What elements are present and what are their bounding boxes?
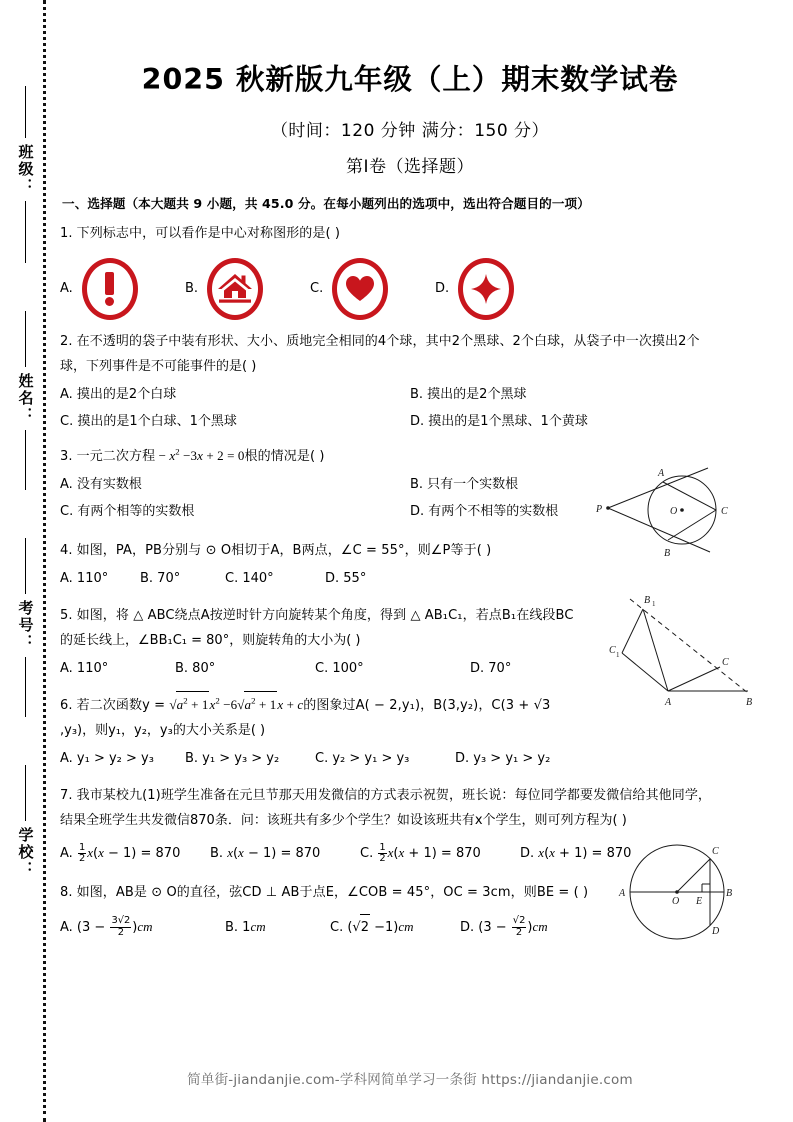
- left-margin: [0, 0, 60, 1122]
- question-2-options-row-2: [60, 409, 760, 434]
- svg-text:B: B: [644, 595, 651, 607]
- circle-tangent-figure: [590, 456, 750, 564]
- question-6-text-line2: ,y₃)，则y₁，y₂，y₃的大小关系是( ): [60, 723, 266, 739]
- margin-label-exam-no: 考号：: [16, 600, 35, 651]
- margin-field-stack: [8, 86, 42, 1046]
- svg-text:O: O: [670, 506, 678, 518]
- option-c[interactable]: C. 摸出的是1个白球、1个黑球: [60, 414, 237, 429]
- margin-field-name: [8, 311, 42, 490]
- question-4-text: 如图，PA，PB分别与 ⊙ O相切于A，B两点，∠C = 55°，则∠P等于( ): [76, 543, 492, 559]
- question-7-text-line2: 结果全班学生共发微信870条．问：该班共有多少个学生？如设该班共有x个学生，则可列方程为( ): [60, 813, 627, 829]
- option-c[interactable]: C. $\frac{1}{2}$ x(x + 1) = 870: [360, 841, 481, 864]
- question-3-text-suffix: 根的情况是( ): [244, 449, 325, 465]
- svg-text:A: A: [619, 888, 626, 900]
- question-5-text-line1: 如图，将 △ ABC绕点A按逆时针方向旋转某个角度，得到 △ AB₁C₁，若点B₁在线段BC: [76, 608, 574, 624]
- svg-text:C: C: [721, 506, 728, 518]
- option-d[interactable]: D. x(x + 1) = 870: [520, 844, 632, 861]
- house-icon: [207, 258, 263, 320]
- footer-watermark: 简单街-jiandanjie.com-学科网简单学习一条街 https://jiandanjie.com: [187, 1072, 633, 1088]
- question-5-text-line2: 的延长线上，∠BB₁C₁ = 80°，则旋转角的大小为( ): [60, 633, 361, 649]
- question-4-number: 4.: [60, 543, 73, 559]
- margin-field-school: [8, 765, 42, 884]
- question-1-text: 下列标志中，可以看作是中心对称图形的是( ): [76, 225, 341, 241]
- option-b[interactable]: B. x(x − 1) = 870: [210, 844, 321, 861]
- question-2-options-row-1: [60, 382, 760, 407]
- svg-text:A: A: [665, 697, 672, 709]
- margin-field-exam-no: [8, 538, 42, 717]
- option-c[interactable]: C. 有两个相等的实数根: [60, 504, 195, 520]
- svg-text:B: B: [746, 697, 753, 709]
- question-3-expression: − $x^2 -3x + 2 = 0$: [155, 447, 245, 464]
- question-6-stem: [60, 691, 760, 718]
- option-a[interactable]: A. 摸出的是2个白球: [60, 386, 177, 402]
- option-d-letter: D.: [435, 281, 450, 297]
- option-d[interactable]: [435, 258, 560, 320]
- question-2-text-line2: 球，下列事件是不可能事件的是( ): [60, 359, 257, 375]
- option-c[interactable]: C. y₂ > y₁ > y₃: [315, 750, 410, 766]
- question-6-text-b: 的图象过A( − 2,y₁)，B(3,y₂)，C(3 + √3: [303, 698, 551, 714]
- question-6-expression: $√a^2 + 1x^2 -6√a^2 + 1x + c$: [169, 697, 303, 712]
- margin-label-class: 班级：: [16, 144, 35, 195]
- question-7-stem: [60, 783, 760, 808]
- option-a[interactable]: A. 没有实数根: [60, 476, 142, 492]
- option-d[interactable]: D. y₃ > y₁ > y₂: [455, 750, 551, 766]
- option-a[interactable]: [60, 258, 185, 320]
- option-c[interactable]: [310, 258, 435, 320]
- option-c-letter: C.: [310, 281, 324, 297]
- question-6: [60, 691, 760, 771]
- question-2-stem: [60, 329, 760, 354]
- question-6-text-a: 若二次函数y =: [76, 698, 170, 714]
- exam-page: [60, 0, 760, 1122]
- question-2: [60, 329, 760, 434]
- option-d[interactable]: D. (3 − $\frac{√2}{2}$ )cm: [460, 915, 548, 938]
- svg-text:A: A: [658, 468, 665, 480]
- option-b[interactable]: B. 1cm: [225, 918, 266, 935]
- margin-write-line[interactable]: [25, 86, 26, 138]
- diamond-icon: [458, 258, 514, 320]
- margin-write-line[interactable]: [25, 201, 26, 263]
- svg-text:C: C: [609, 645, 616, 657]
- option-b[interactable]: B. 80°: [175, 660, 216, 676]
- section-heading: 第Ⅰ卷（选择题）: [345, 156, 474, 177]
- option-c[interactable]: C. 140°: [225, 570, 274, 586]
- option-a-letter: A.: [60, 281, 73, 297]
- question-4-options-row: [60, 566, 760, 591]
- question-2-number: 2.: [60, 333, 73, 349]
- option-d[interactable]: D. 55°: [325, 570, 367, 586]
- question-8-text: 如图，AB是 ⊙ O的直径，弦CD ⊥ AB于点E，∠COB = 45°，OC = 3cm，则BE = ( ): [76, 885, 589, 901]
- question-1: [60, 221, 760, 320]
- margin-write-line[interactable]: [25, 765, 26, 821]
- margin-write-line[interactable]: [25, 538, 26, 594]
- option-c[interactable]: C. (√2 −1)cm: [330, 914, 460, 940]
- svg-text:P: P: [596, 504, 603, 516]
- circle-chord-figure: [617, 836, 752, 948]
- svg-text:1: 1: [652, 600, 656, 609]
- margin-field-class: [8, 86, 42, 263]
- svg-text:B: B: [664, 548, 671, 560]
- margin-write-line[interactable]: [25, 430, 26, 490]
- option-a[interactable]: A. (3 − $\frac{3√2}{2}$ )cm: [60, 915, 153, 938]
- option-a[interactable]: A. $\frac{1}{2}$ x(x − 1) = 870: [60, 841, 181, 864]
- question-3-text-prefix: 一元二次方程: [76, 449, 156, 465]
- svg-text:O: O: [672, 896, 680, 908]
- svg-text:E: E: [696, 896, 703, 908]
- option-b[interactable]: B. 摸出的是2个黑球: [410, 386, 527, 402]
- option-b[interactable]: B. 70°: [140, 570, 181, 586]
- question-1-stem: [60, 221, 760, 246]
- margin-write-line[interactable]: [25, 311, 26, 367]
- svg-text:B: B: [726, 888, 733, 900]
- option-b[interactable]: B. 只有一个实数根: [410, 476, 519, 492]
- exclamation-icon: [82, 258, 138, 320]
- question-6-options-row: [60, 746, 760, 771]
- option-c[interactable]: C. 100°: [315, 660, 364, 676]
- option-b-letter: B.: [185, 281, 199, 297]
- option-b[interactable]: B. y₁ > y₃ > y₂: [185, 750, 280, 766]
- svg-text:1: 1: [616, 651, 620, 660]
- margin-write-line[interactable]: [25, 657, 26, 717]
- question-1-number: 1.: [60, 225, 73, 241]
- question-5-number: 5.: [60, 608, 73, 624]
- dotted-cut-line: [43, 0, 46, 1122]
- question-1-options: [60, 258, 760, 320]
- page-title: 2025 秋新版九年级（上）期末数学试卷: [141, 63, 679, 96]
- margin-label-name: 姓名：: [16, 373, 35, 424]
- option-d[interactable]: D. 70°: [470, 660, 512, 676]
- svg-text:C: C: [712, 846, 719, 858]
- heart-icon: [332, 258, 388, 320]
- option-d[interactable]: D. 有两个不相等的实数根: [410, 504, 559, 520]
- question-2-text-line1: 在不透明的袋子中装有形状、大小、质地完全相同的4个球，其中2个黑球、2个白球，从袋子中一次摸出2个: [76, 333, 700, 349]
- option-a[interactable]: A. y₁ > y₂ > y₃: [60, 750, 154, 766]
- option-a[interactable]: A. 110°: [60, 660, 109, 676]
- option-a[interactable]: A. 110°: [60, 570, 109, 586]
- question-6-number: 6.: [60, 698, 73, 714]
- option-b[interactable]: [185, 258, 310, 320]
- exam-meta-subtitle: （时间：120 分钟 满分：150 分）: [270, 120, 550, 141]
- question-3-number: 3.: [60, 449, 73, 465]
- question-7-text-line1: 我市某校九(1)班学生准备在元旦节那天用发微信的方式表示祝贺，班长说：每位同学都要发微信给其他同学，: [76, 788, 712, 804]
- svg-text:C: C: [722, 657, 729, 669]
- svg-text:D: D: [712, 926, 720, 938]
- question-7-number: 7.: [60, 788, 73, 804]
- part-heading: 一、选择题（本大题共 9 小题，共 45.0 分。在每小题列出的选项中，选出符合题目的一项）: [62, 195, 590, 211]
- margin-label-school: 学校：: [16, 827, 35, 878]
- question-8-number: 8.: [60, 885, 73, 901]
- option-d[interactable]: D. 摸出的是1个黑球、1个黄球: [410, 414, 588, 429]
